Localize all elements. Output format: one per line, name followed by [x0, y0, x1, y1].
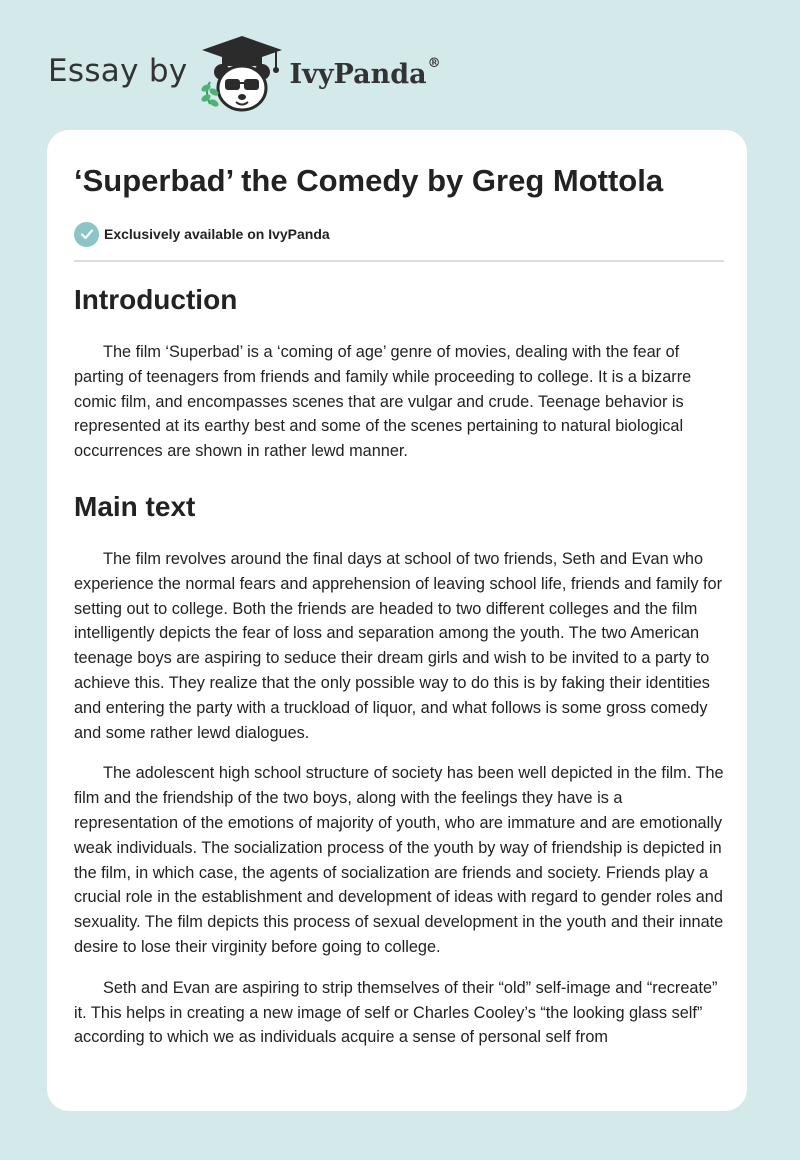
essay-body — [74, 283, 724, 1066]
panda-logo-icon[interactable] — [196, 34, 288, 114]
checkmark-icon — [80, 227, 94, 241]
check-circle-icon — [74, 222, 99, 247]
registered-mark: ® — [427, 55, 441, 71]
section-heading-main-text: Main text — [74, 490, 196, 522]
section-heading-introduction: Introduction — [74, 284, 238, 315]
page-title: ‘Superbad’ the Comedy by Greg Mottola — [74, 163, 664, 198]
brand-label: IvyPanda — [289, 58, 427, 90]
brand-name[interactable] — [289, 55, 441, 90]
paragraph: The film ‘Superbad’ is a ‘coming of age’ genre of movies, dealing with the fear of parting of teenagers from friends and family while proceeding to college. It is a bizarre comic film, and encompasses scenes that are vulgar and crude. Teenage behavior is represented at its earthy best and some of the scenes pertaining to natural biological occurrences are shown in rather lewd manner. — [74, 343, 692, 461]
site-header — [48, 34, 548, 114]
availability-badge — [74, 221, 330, 247]
title-divider — [74, 260, 724, 262]
essay-card — [47, 130, 747, 1111]
paragraph: Seth and Evan are aspiring to strip themselves of their “old” self-image and “recreate” it. This helps in creating a new image of self or Charles Cooley’s “the looking glass self” according to which we as individuals acquire a sense of personal self from — [74, 978, 718, 1047]
essay-by-label: Essay by — [48, 53, 188, 89]
paragraph: The adolescent high school structure of society has been well depicted in the film. The film and the friendship of the two boys, along with the feelings they have is a representation of the emotions of majority of youth, who are immature and are emotionally weak individuals. The socialization process of the youth by way of friendship is depicted in the film, in which case, the agents of socialization are friends and society. Friends play a crucial role in the establishment and development of ideas with regard to gender roles and sexuality. The film depicts this process of sexual development in the youth and their innate desire to lose their virginity before going to college. — [74, 764, 724, 956]
paragraph: The film revolves around the final days at school of two friends, Seth and Evan who experience the normal fears and apprehension of leaving school life, friends and family for setting out to college. Both the friends are headed to two different colleges and the film intelligently depicts the fear of loss and separation among the youth. The two American teenage boys are aspiring to seduce their dream girls and wish to be invited to a party to achieve this. They realize that the only possible way to do this is by faking their identities and entering the party with a truckload of liquor, and what follows is some gross comedy and some rather lewd dialogues. — [74, 549, 723, 742]
badge-label: Exclusively available on IvyPanda — [104, 226, 330, 242]
